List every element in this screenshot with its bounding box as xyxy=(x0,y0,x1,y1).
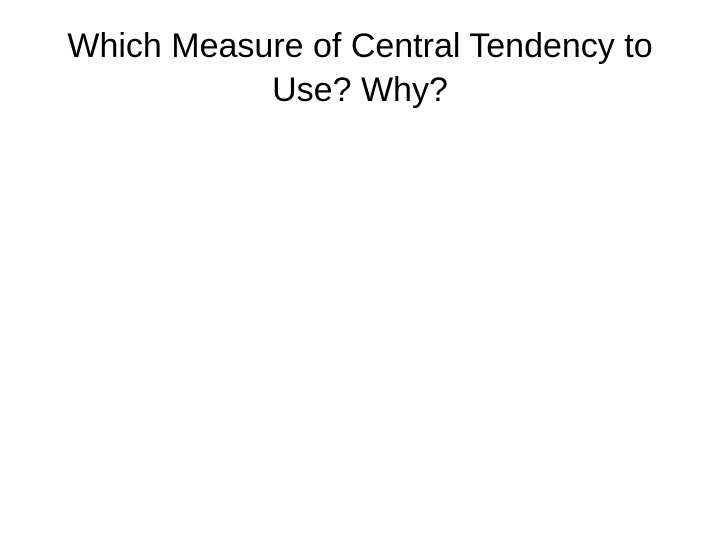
slide-title: Which Measure of Central Tendency to Use? Why? xyxy=(67,27,653,109)
